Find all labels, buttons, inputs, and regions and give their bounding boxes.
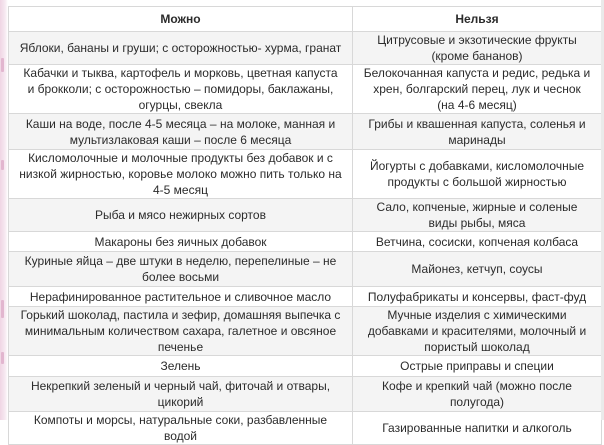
cell-allowed: Некрепкий зеленый и черный чай, фиточай и отвары, цикорий (9, 377, 353, 412)
cell-allowed: Рыба и мясо нежирных сортов (9, 199, 353, 232)
cell-allowed: Каши на воде, после 4-5 месяца – на молоке, манная и мультизлаковая каши – после 6 месяца (9, 114, 353, 150)
cell-forbidden: Йогурты с добавками, кисломолочные продукты с большой жирностью (353, 150, 602, 199)
table-row (9, 356, 602, 377)
decoration-mark (1, 352, 4, 364)
cell-forbidden: Полуфабрикаты и консервы, фаст-фуд (353, 287, 602, 307)
decoration-mark (1, 58, 4, 72)
allowed-forbidden-food-table (8, 6, 602, 445)
cell-forbidden: Сало, копченые, жирные и соленые виды рыбы, мяса (353, 199, 602, 232)
header-forbidden: Нельзя (353, 7, 602, 32)
cell-forbidden: Газированные напитки и алкоголь (353, 412, 602, 445)
cell-allowed: Куриные яйца – две штуки в неделю, перепелиные – не более восьми (9, 252, 353, 287)
cell-forbidden: Мучные изделия с химическими добавками и красителями, молочный и пористый шоколад (353, 307, 602, 356)
decoration-mark (1, 300, 4, 318)
cell-allowed: Горький шоколад, пастила и зефир, домашняя выпечка с минимальным количеством сахара, галетное и овсяное печенье (9, 307, 353, 356)
table-header-row (9, 7, 602, 32)
table-row (9, 199, 602, 232)
cell-forbidden: Острые приправы и специи (353, 356, 602, 377)
cell-allowed: Зелень (9, 356, 353, 377)
cell-allowed: Яблоки, бананы и груши; с осторожностью- хурма, гранат (9, 32, 353, 65)
table-row (9, 377, 602, 412)
table-row (9, 307, 602, 356)
cell-forbidden: Ветчина, сосиски, копченая колбаса (353, 232, 602, 252)
cell-forbidden: Белокочанная капуста и редис, редька и хрен, болгарский перец, лук и чеснок (на 4-6 месяц) (353, 65, 602, 114)
table-row (9, 65, 602, 114)
header-allowed: Можно (9, 7, 353, 32)
table-row (9, 150, 602, 199)
cell-allowed: Кабачки и тыква, картофель и морковь, цветная капуста и брокколи; с осторожностью – помидоры, баклажаны, огурцы, свекла (9, 65, 353, 114)
cell-allowed: Компоты и морсы, натуральные соки, разбавленные водой (9, 412, 353, 445)
cell-forbidden: Цитрусовые и экзотические фрукты (кроме бананов) (353, 32, 602, 65)
cell-forbidden: Грибы и квашенная капуста, соленья и маринады (353, 114, 602, 150)
table-row (9, 252, 602, 287)
table-row (9, 114, 602, 150)
cell-forbidden: Майонез, кетчуп, соусы (353, 252, 602, 287)
cell-allowed: Нерафинированное растительное и сливочное масло (9, 287, 353, 307)
cell-forbidden: Кофе и крепкий чай (можно после полугода) (353, 377, 602, 412)
table-row (9, 232, 602, 252)
food-table-container (8, 6, 601, 445)
table-row (9, 32, 602, 65)
table-row (9, 412, 602, 445)
decoration-mark (1, 160, 4, 170)
table-row (9, 287, 602, 307)
page-side-decoration (0, 0, 8, 420)
cell-allowed: Макароны без яичных добавок (9, 232, 353, 252)
cell-allowed: Кисломолочные и молочные продукты без добавок и с низкой жирностью, коровье молоко можно пить только на 4-5 месяц (9, 150, 353, 199)
